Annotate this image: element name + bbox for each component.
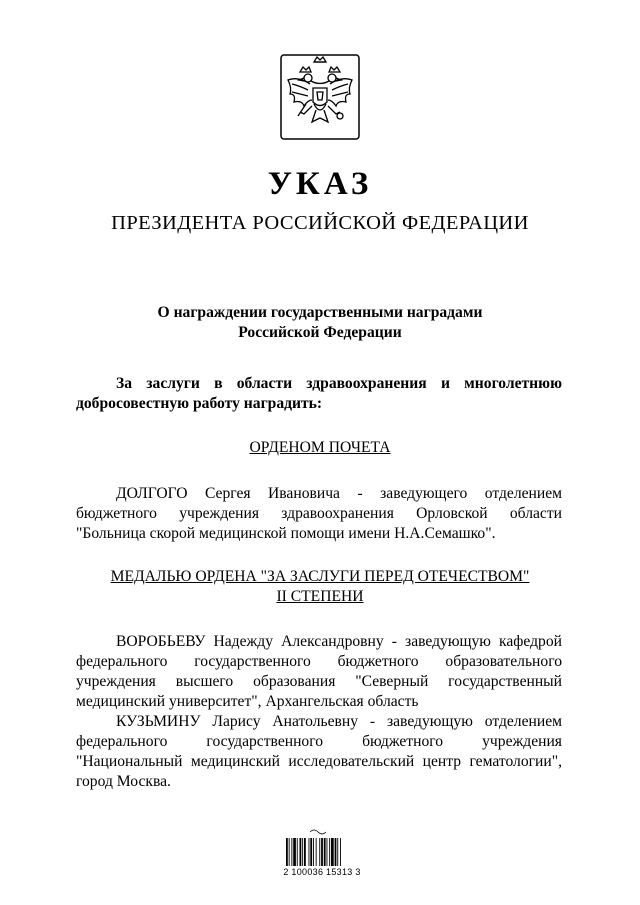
subject-line-2: Российской Федерации [238, 324, 402, 341]
coat-of-arms-emblem [280, 54, 360, 140]
award1-title: ОРДЕНОМ ПОЧЕТА [249, 439, 391, 456]
document-subject [0, 303, 640, 343]
intro-paragraph: За заслуги в области здравоохранения и многолетнюю добросовестную работу наградить: [76, 375, 562, 412]
award2-title-line1: МЕДАЛЬЮ ОРДЕНА "ЗА ЗАСЛУГИ ПЕРЕД ОТЕЧЕСТВОМ" [110, 568, 530, 585]
award1-recipient: ДОЛГОГО Сергея Ивановича - заведующего отделением бюджетного учреждения здравоохранения Орловской области "Больница скорой медицинской помощи имени Н.А.Семашко". [76, 485, 562, 542]
award2-title-line2: II СТЕПЕНИ [276, 588, 364, 605]
subject-line-1: О награждении государственными наградами [157, 304, 483, 321]
document-type-title: УКАЗ [267, 166, 373, 202]
award-order-of-honour-title [0, 438, 640, 458]
barcode-number: 2 100036 15313 3 [283, 867, 361, 877]
award2-recipient-1: ВОРОБЬЕВУ Надежду Александровну - заведующую кафедрой федерального государственного бюджетного образовательного учреждения высшего образования "Северный государственный медицинский университет", Архангельская область [76, 633, 562, 710]
award2-recipient-2: КУЗЬМИНУ Ларису Анатольевну - заведующую отделением федерального государственного бюджетного учреждения "Национальный медицинский исследовательский центр гематологии", город Москва. [76, 713, 562, 790]
issuer-title: ПРЕЗИДЕНТА РОССИЙСКОЙ ФЕДЕРАЦИИ [111, 212, 529, 234]
award-medal-title [0, 567, 640, 607]
